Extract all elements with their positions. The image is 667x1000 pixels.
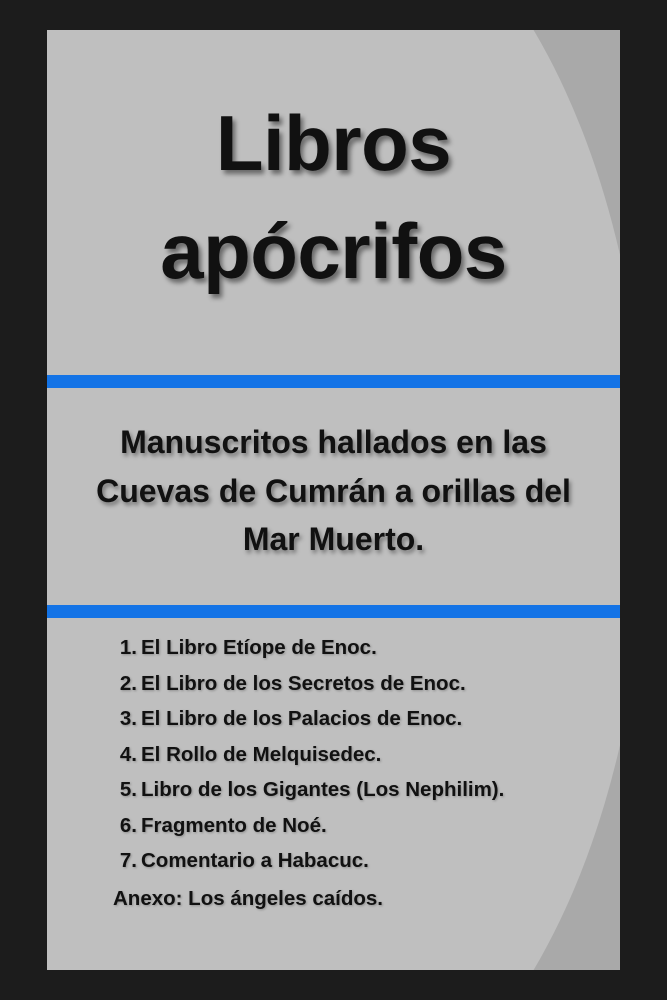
list-item <box>107 742 607 766</box>
list-item-number: 4. <box>119 742 137 766</box>
title-line-1: Libros <box>215 99 452 187</box>
list-item-number: 7. <box>119 849 137 872</box>
list-item-label: El Libro de los Secretos de Enoc. <box>141 671 466 695</box>
list-item-number: 5. <box>119 778 137 801</box>
list-item-label: El Libro de los Palacios de Enoc. <box>141 707 463 730</box>
list-item-label: El Libro Etíope de Enoc. <box>141 636 377 659</box>
list-item <box>107 709 607 730</box>
list-item <box>107 671 607 695</box>
list-item-label: Libro de los Gigantes (Los Nephilim). <box>141 778 505 801</box>
cover-panel <box>47 30 620 970</box>
list-item-number: 1. <box>119 636 137 659</box>
list-item-number: 3. <box>119 707 137 730</box>
accent-rule-top <box>47 375 620 388</box>
list-item <box>107 813 607 837</box>
accent-rule-bottom <box>47 605 620 618</box>
list-item <box>107 638 607 659</box>
list-item-number: 6. <box>119 813 137 837</box>
list-item-label: Comentario a Habacuc. <box>141 849 369 872</box>
list-item <box>107 780 607 801</box>
contents-list <box>107 638 607 911</box>
list-item-number: 2. <box>119 671 137 695</box>
page-title <box>47 90 620 305</box>
title-line-2: apócrifos <box>160 206 507 295</box>
cover-content <box>47 30 620 970</box>
annex-label: Anexo: Los ángeles caídos. <box>113 886 383 910</box>
list-item-label: Fragmento de Noé. <box>141 813 327 837</box>
list-item-label: El Rollo de Melquisedec. <box>141 742 382 766</box>
list-item <box>107 851 607 872</box>
subtitle: Manuscritos hallados en las Cuevas de Cumrán a orillas del Mar Muerto. <box>96 424 571 558</box>
